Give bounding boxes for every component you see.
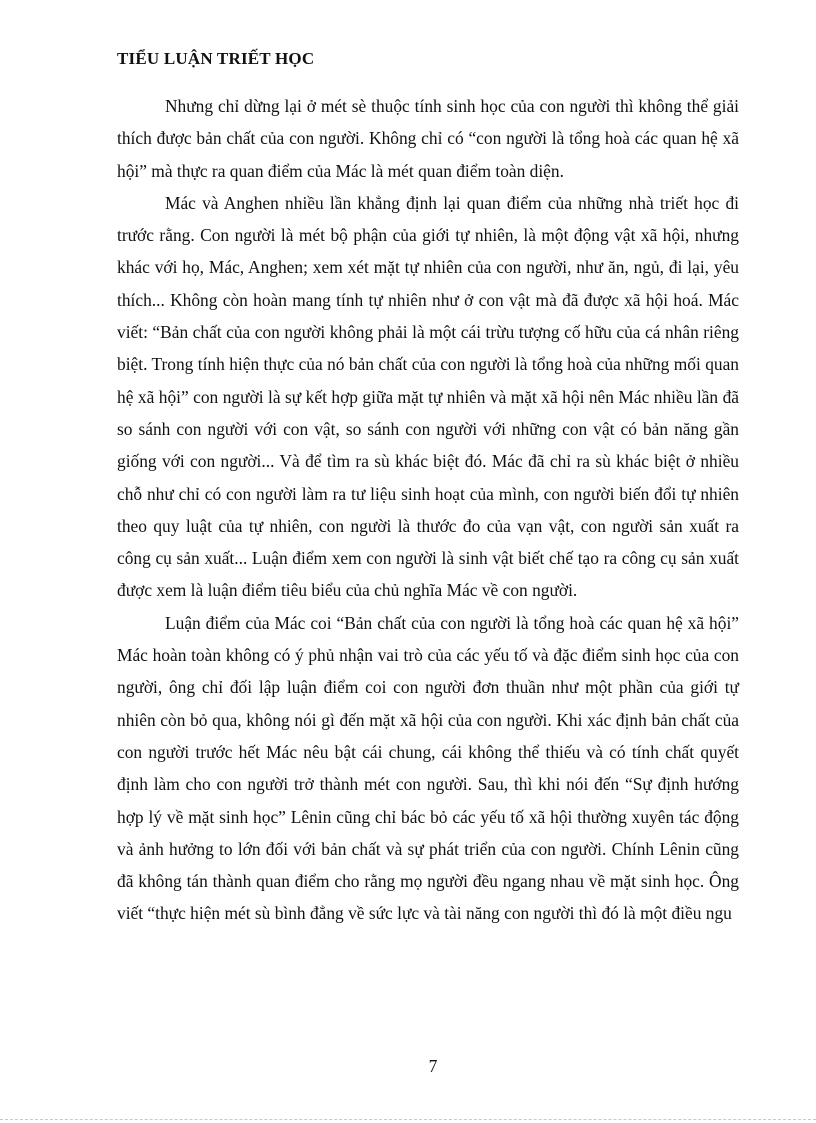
- page-number: 7: [428, 1056, 438, 1076]
- page-bottom-divider: [0, 1119, 816, 1120]
- running-header-title: TIỂU LUẬN TRIẾT HỌC: [117, 49, 315, 68]
- paragraph-3: Luận điểm của Mác coi “Bản chất của con người là tổng hoà các quan hệ xã hội” Mác hoàn toàn không có ý phủ nhận vai trò của các yếu tố và đặc điểm sinh học của con người, ông chỉ đối lập luận điểm coi con người đơn thuần như một phần của giới tự nhiên còn bỏ qua, không nói gì đến mặt xã hội của con người. Khi xác định bản chất của con người trước hết Mác nêu bật cái chung, cái không thể thiếu và có tính chất quyết định làm cho con người trở thành mét con người. Sau, thì khi nói đến “Sự định hướng hợp lý về mặt sinh học” Lênin cũng chỉ bác bỏ các yếu tố xã hội thường xuyên tác động và ảnh hưởng to lớn đối với bản chất và sự phát triển của con người. Chính Lênin cũng đã không tán thành quan điểm cho rằng mọ người đều ngang nhau về mặt sinh học. Ông viết “thực hiện mét sù bình đẳng về sức lực và tài năng con người thì đó là một điều ngu: [117, 612, 739, 924]
- body-text: [117, 90, 739, 930]
- paragraph-1: Nhưng chỉ dừng lại ở mét sè thuộc tính sinh học của con người thì không thể giải thích được bản chất của con người. Không chỉ có “con người là tổng hoà các quan hệ xã hội” mà thực ra quan điểm của Mác là mét quan điểm toàn diện.: [117, 96, 739, 181]
- paragraph-2: Mác và Anghen nhiều lần khẳng định lại quan điểm của những nhà triết học đi trước rằng. Con người là mét bộ phận của giới tự nhiên, là một động vật xã hội, nhưng khác với họ, Mác, Anghen; xem xét mặt tự nhiên của con người, như ăn, ngủ, đi lại, yêu thích... Không còn hoàn mang tính tự nhiên như ở con vật mà đã được xã hội hoá. Mác viết: “Bản chất của con người không phải là một cái trừu tượng cố hữu của cá nhân riêng biệt. Trong tính hiện thực của nó bản chất của con người là tổng hoà của những mối quan hệ xã hội” con người là sự kết hợp giữa mặt tự nhiên và mặt xã hội nên Mác nhiều lần đã so sánh con người với con vật, so sánh con người với những con vật có bản năng gần giống với con người... Và để tìm ra sù khác biệt đó. Mác đã chỉ ra sù khác biệt ở nhiều chỗ như chỉ có con người làm ra tư liệu sinh hoạt của mình, con người biến đổi tự nhiên theo quy luật của tự nhiên, con người là thước đo của vạn vật, con người sản xuất ra công cụ sản xuất... Luận điểm xem con người là sinh vật biết chế tạo ra công cụ sản xuất được xem là luận điểm tiêu biểu của chủ nghĩa Mác về con người.: [117, 192, 739, 601]
